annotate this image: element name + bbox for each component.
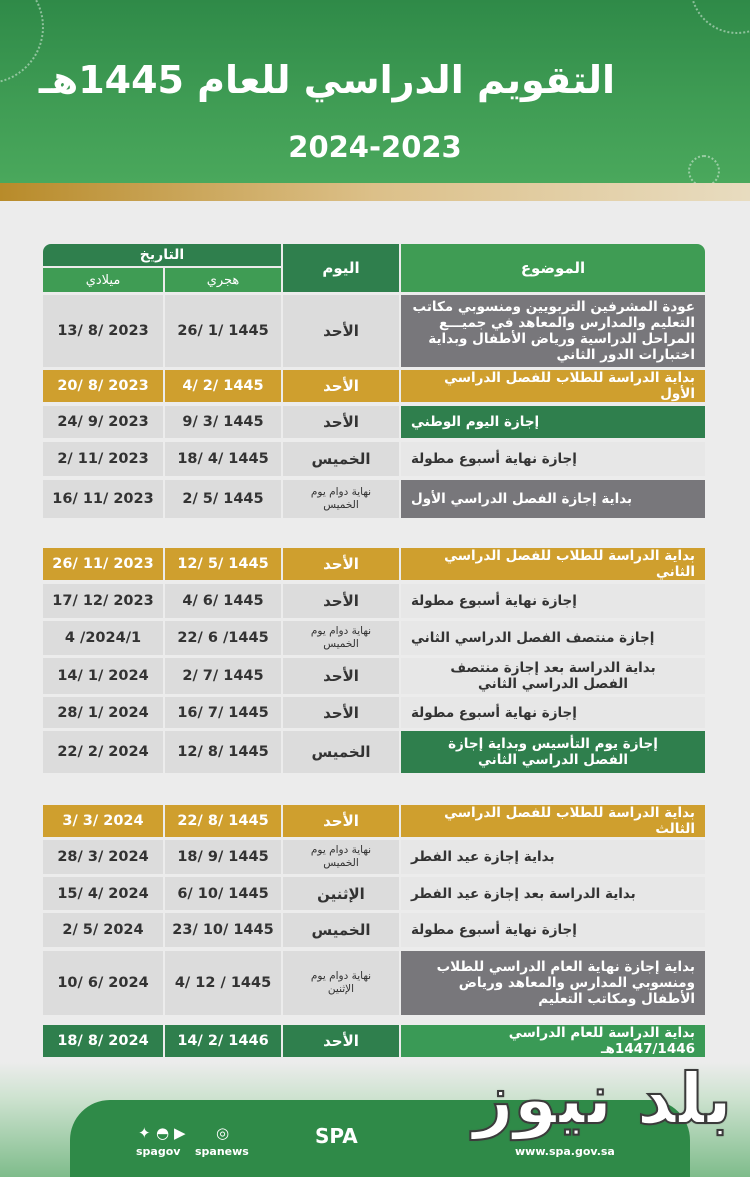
twitter-icon[interactable]: ✦ [138, 1124, 151, 1142]
table-row [43, 877, 705, 910]
row-gregorian-date: 17/ 12/ 2023 [43, 584, 163, 618]
table-row [43, 731, 705, 773]
row-hijri-date: 22/ 8/ 1445 [165, 805, 281, 837]
row-gregorian-date: 4 /2024/1 [43, 621, 163, 655]
row-topic: إجازة نهاية أسبوع مطولة [401, 697, 705, 728]
header-banner [0, 0, 750, 183]
row-gregorian-date: 14/ 1/ 2024 [43, 658, 163, 694]
row-day: الأحد [283, 584, 399, 618]
row-topic: بداية الدراسة للطلاب للفصل الدراسي الثاني [401, 548, 705, 580]
row-day: نهاية دوام يوم الخميس [283, 621, 399, 655]
row-hijri-date: 22/ 6 /1445 [165, 621, 281, 655]
row-topic: بداية الدراسة للطلاب للفصل الدراسي الثالث [401, 805, 705, 837]
row-day: الأحد [283, 406, 399, 438]
table-row [43, 951, 705, 1015]
spa-logo: SPA [315, 1124, 358, 1148]
row-topic: إجازة نهاية أسبوع مطولة [401, 913, 705, 947]
row-topic: إجازة يوم التأسيس وبداية إجازة الفصل الدراسي الثاني [401, 731, 705, 773]
row-topic: إجازة نهاية أسبوع مطولة [401, 442, 705, 476]
row-topic: إجازة نهاية أسبوع مطولة [401, 584, 705, 618]
row-gregorian-date: 2/ 5/ 2024 [43, 913, 163, 947]
row-day: الأحد [283, 658, 399, 694]
table-row [43, 697, 705, 728]
gold-divider [0, 183, 750, 201]
table-row [43, 406, 705, 438]
row-gregorian-date: 22/ 2/ 2024 [43, 731, 163, 773]
row-day: الخميس [283, 731, 399, 773]
instagram-icon[interactable]: ◎ [216, 1124, 230, 1142]
watermark-logo: بلد نيوز [473, 1058, 732, 1140]
row-topic: بداية الدراسة للعام الدراسي 1447/1446هـ [401, 1025, 705, 1057]
row-gregorian-date: 13/ 8/ 2023 [43, 295, 163, 367]
row-day: نهاية دوام يوم الخميس [283, 840, 399, 874]
table-header [43, 244, 705, 292]
row-hijri-date: 4/ 2/ 1445 [165, 370, 281, 402]
row-day: الأحد [283, 370, 399, 402]
table-row [43, 548, 705, 580]
table-row [43, 913, 705, 947]
row-topic: بداية الدراسة بعد إجازة عيد الفطر [401, 877, 705, 910]
row-day: نهاية دوام يوم الخميس [283, 480, 399, 518]
row-gregorian-date: 15/ 4/ 2024 [43, 877, 163, 910]
row-day: الأحد [283, 805, 399, 837]
column-header-day: اليوم [283, 244, 399, 292]
row-hijri-date: 2/ 7/ 1445 [165, 658, 281, 694]
row-hijri-date: 12/ 5/ 1445 [165, 548, 281, 580]
row-gregorian-date: 3/ 3/ 2024 [43, 805, 163, 837]
row-hijri-date: 18/ 4/ 1445 [165, 442, 281, 476]
row-hijri-date: 9/ 3/ 1445 [165, 406, 281, 438]
column-header-hijri: هجري [165, 268, 281, 292]
row-gregorian-date: 16/ 11/ 2023 [43, 480, 163, 518]
row-gregorian-date: 28/ 3/ 2024 [43, 840, 163, 874]
column-header-topic: الموضوع [401, 244, 705, 292]
row-topic: إجازة منتصف الفصل الدراسي الثاني [401, 621, 705, 655]
row-hijri-date: 14/ 2/ 1446 [165, 1025, 281, 1057]
row-hijri-date: 26/ 1/ 1445 [165, 295, 281, 367]
website-link[interactable]: www.spa.gov.sa [515, 1145, 615, 1158]
academic-years: 2024-2023 [288, 130, 462, 164]
row-gregorian-date: 2/ 11/ 2023 [43, 442, 163, 476]
row-topic: بداية إجازة عيد الفطر [401, 840, 705, 874]
table-row [43, 805, 705, 837]
row-day: الأحد [283, 1025, 399, 1057]
social-handle-spagov[interactable]: spagov [136, 1145, 181, 1158]
row-day: نهاية دوام يوم الإثنين [283, 951, 399, 1015]
row-topic: عودة المشرفين التربويين ومنسوبي مكاتب التعليم والمدارس والمعاهد في جميـــع المراحل الدراسية ورياض الأطفال وبداية اختبارات الدور الثاني [401, 295, 705, 367]
row-day: الخميس [283, 442, 399, 476]
row-hijri-date: 6/ 10/ 1445 [165, 877, 281, 910]
snapchat-icon[interactable]: ◓ [156, 1124, 170, 1142]
row-hijri-date: 18/ 9/ 1445 [165, 840, 281, 874]
row-gregorian-date: 10/ 6/ 2024 [43, 951, 163, 1015]
row-gregorian-date: 28/ 1/ 2024 [43, 697, 163, 728]
row-hijri-date: 4/ 6/ 1445 [165, 584, 281, 618]
row-gregorian-date: 26/ 11/ 2023 [43, 548, 163, 580]
row-hijri-date: 2/ 5/ 1445 [165, 480, 281, 518]
decorative-ring [690, 0, 750, 34]
row-gregorian-date: 20/ 8/ 2023 [43, 370, 163, 402]
row-day: الأحد [283, 697, 399, 728]
row-gregorian-date: 24/ 9/ 2023 [43, 406, 163, 438]
row-topic: بداية الدراسة للطلاب للفصل الدراسي الأول [401, 370, 705, 402]
table-row [43, 621, 705, 655]
social-handle-spanews[interactable]: spanews [195, 1145, 249, 1158]
table-row [43, 480, 705, 518]
table-row [43, 1025, 705, 1057]
table-row [43, 370, 705, 402]
page-title: التقويم الدراسي للعام 1445هـ [38, 58, 615, 102]
table-row [43, 584, 705, 618]
youtube-icon[interactable]: ▶ [174, 1124, 186, 1142]
row-topic: بداية الدراسة بعد إجازة منتصف الفصل الدراسي الثاني [401, 658, 705, 694]
row-gregorian-date: 18/ 8/ 2024 [43, 1025, 163, 1057]
table-row [43, 658, 705, 694]
row-day: الأحد [283, 295, 399, 367]
row-hijri-date: 23/ 10/ 1445 [165, 913, 281, 947]
table-row [43, 442, 705, 476]
table-row [43, 840, 705, 874]
column-header-gregorian: ميلادي [43, 268, 163, 292]
row-topic: إجازة اليوم الوطني [401, 406, 705, 438]
row-topic: بداية إجازة الفصل الدراسي الأول [401, 480, 705, 518]
row-hijri-date: 4/ 12 / 1445 [165, 951, 281, 1015]
row-topic: بداية إجازة نهاية العام الدراسي للطلاب ومنسوبي المدارس والمعاهد ورياض الأطفال ومكاتب التعليم [401, 951, 705, 1015]
table-row [43, 295, 705, 367]
row-day: الأحد [283, 548, 399, 580]
row-day: الإثنين [283, 877, 399, 910]
column-header-date: التاريخ [43, 244, 281, 266]
row-day: الخميس [283, 913, 399, 947]
row-hijri-date: 16/ 7/ 1445 [165, 697, 281, 728]
row-hijri-date: 12/ 8/ 1445 [165, 731, 281, 773]
decorative-ring [0, 0, 44, 84]
